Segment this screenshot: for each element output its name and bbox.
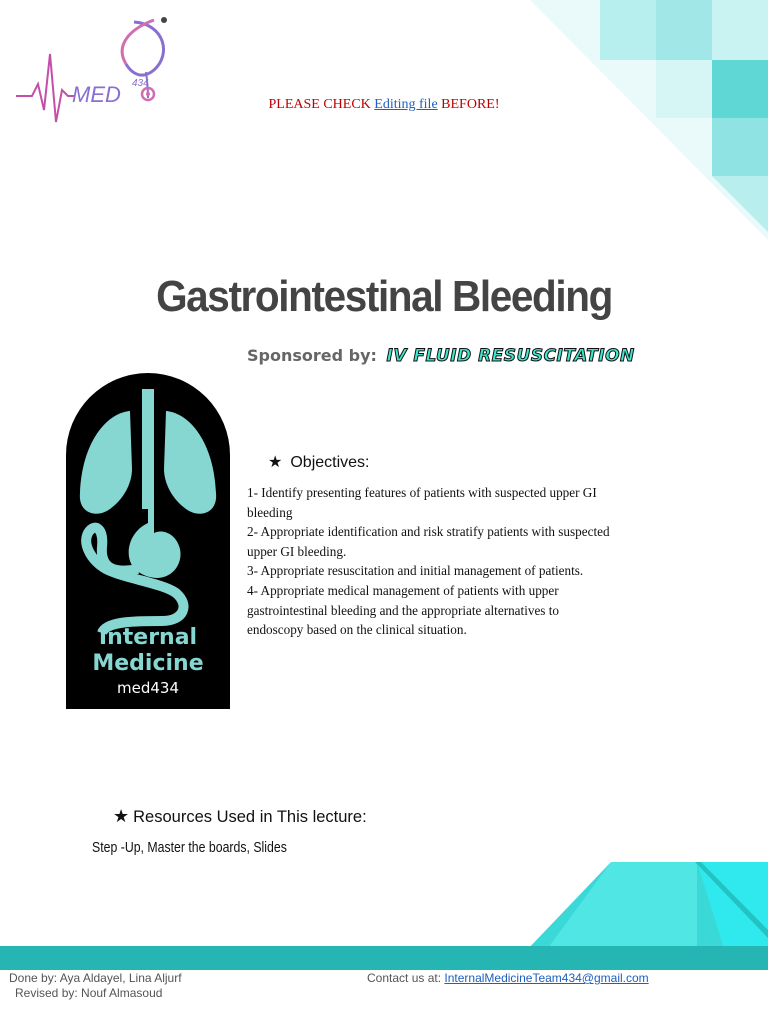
objectives-list [247,483,677,640]
resources-heading: ★ Resources Used in This lecture: [113,806,367,826]
internal-medicine-badge [66,373,230,709]
svg-text:Medicine: Medicine [92,651,204,676]
svg-text:434: 434 [132,78,149,89]
sponsor-line [247,346,635,366]
objective-line: 2- Appropriate identification and risk stratify patients with suspected [247,524,610,540]
footer-credits [9,971,182,1001]
contact-email-link[interactable]: InternalMedicineTeam434@gmail.com [444,971,649,985]
objective-line: 1- Identify presenting features of patients with suspected upper GI [247,485,597,500]
star-icon: ★ [268,454,283,471]
svg-text:Internal: Internal [98,625,198,650]
corner-decoration-bottom [525,860,768,952]
objective-line: upper GI bleeding. [247,543,347,559]
objective-line: endoscopy based on the clinical situation. [247,622,467,638]
editing-file-link[interactable]: Editing file [374,97,438,112]
revised-by: Revised by: Nouf Almasoud [15,986,163,1000]
svg-text:MED: MED [72,82,121,107]
objective-line: bleeding [247,504,293,520]
objective-line: 4- Appropriate medical management of patients with upper [247,582,559,598]
footer-contact [367,971,649,985]
objective-line: 3- Appropriate resuscitation and initial management of patients. [247,563,584,579]
objective-line: gastrointestinal bleeding and the appropriate alternatives to [247,602,559,618]
done-by: Done by: Aya Aldayel, Lina Aljurf [9,971,182,985]
star-icon: ★ [113,806,130,826]
check-editing-notice: PLEASE CHECK Editing file BEFORE! [268,97,500,112]
contact-label: Contact us at: [367,971,442,985]
sponsor-value: IV FLUID RESUSCITATION [386,346,635,366]
objectives-heading: ★ Objectives: [268,454,370,471]
resources-text: Step -Up, Master the boards, Slides [92,839,287,856]
footer-bar [0,946,768,970]
svg-text:med434: med434 [117,679,179,697]
sponsor-label: Sponsored by: [247,346,377,365]
corner-decoration-top [530,0,768,240]
page-title: Gastrointestinal Bleeding [156,272,612,321]
